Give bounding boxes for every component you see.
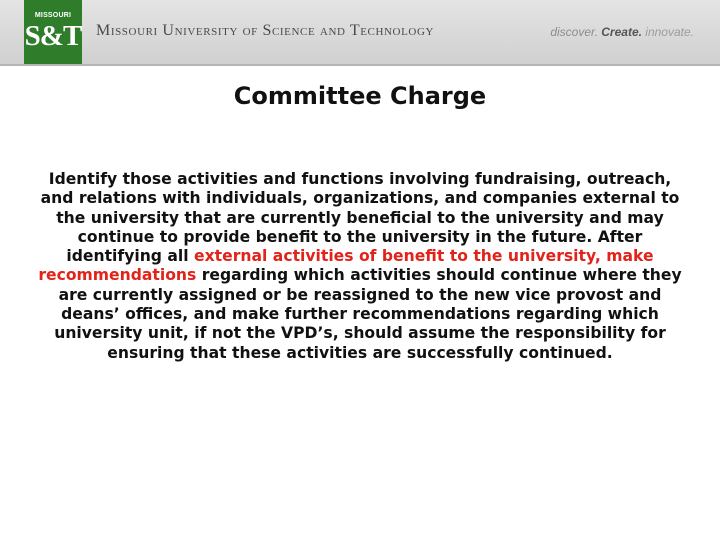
- logo-monogram: S&T: [24, 20, 82, 52]
- tagline: [550, 25, 694, 39]
- charge-body-text: [36, 170, 684, 363]
- tagline-create: Create.: [601, 25, 642, 39]
- body-rest: regarding which activities should continue where they are currently assigned or be reassigned to the new vice provost and deans’ offices, and make further recommendations regarding which university unit, if not the VPD’s, should assume the responsibility for ensuring that these activities are successfully continued.: [54, 266, 682, 362]
- university-name: Missouri University of Science and Technology: [96, 22, 435, 39]
- body-highlight: external activities of benefit to the university, make recommendations: [38, 247, 654, 285]
- header-bar: [0, 0, 720, 66]
- slide-title: Committee Charge: [233, 82, 487, 110]
- body-intro: Identify those activities and functions involving fundraising, outreach, and relations with individuals, organizations, and companies external to the university that are currently beneficial to the university and may continue to provide benefit to the university in the future. After identifying all: [40, 170, 680, 266]
- tagline-discover: discover.: [550, 25, 598, 39]
- tagline-innovate: innovate.: [645, 25, 694, 39]
- university-logo[interactable]: [24, 0, 82, 64]
- logo-state-label: MISSOURI: [34, 12, 72, 19]
